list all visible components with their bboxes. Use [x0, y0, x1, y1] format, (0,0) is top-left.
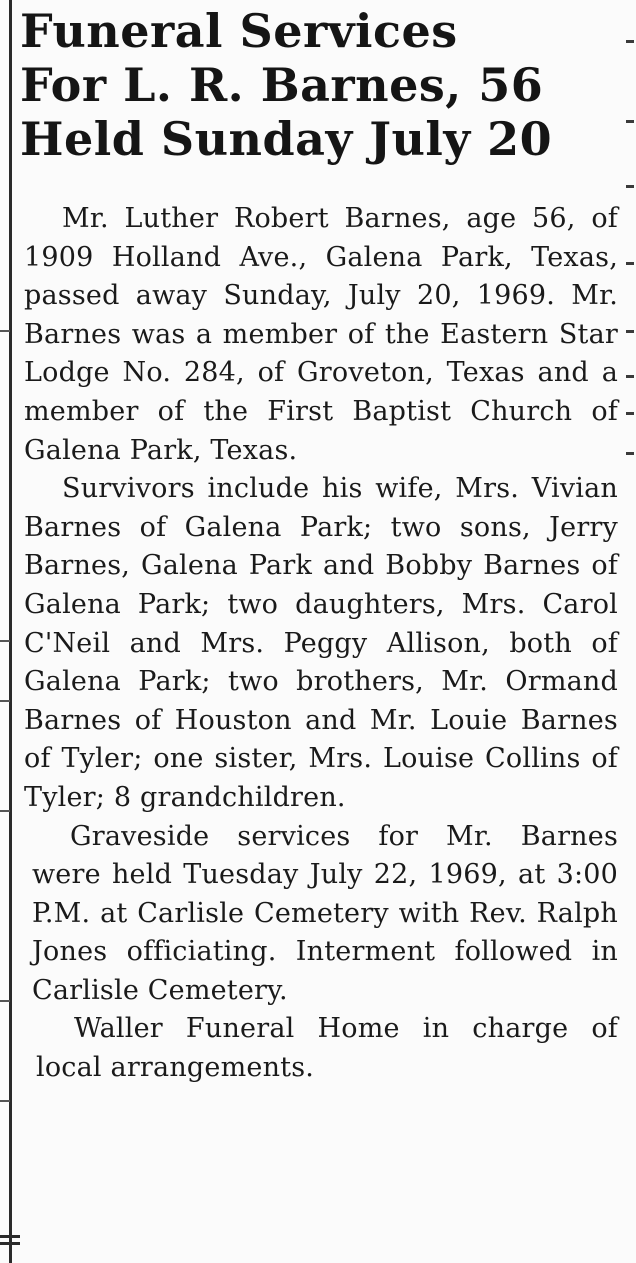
- paragraph-death-notice: Mr. Luther Robert Barnes, age 56, of 1909 Holland Ave., Galena Park, Texas, passed away Sunday, July 20, 1969. Mr. Barnes was a member of the Eastern Star Lodge No. 284, of Groveton, Texas and a member of the First Baptist Church of Galena Park, Texas.: [24, 203, 618, 466]
- headline: [20, 4, 620, 166]
- headline-line-2: For L. R. Barnes, 56: [20, 58, 544, 112]
- paragraph-funeral-home: Waller Funeral Home in charge of local arrangements.: [36, 1013, 618, 1084]
- paragraph-graveside-services: Graveside services for Mr. Barnes were held Tuesday July 22, 1969, at 3:00 P.M. at Carlisle Cemetery with Rev. Ralph Jones officiating. Interment followed in Carlisle Cemetery.: [32, 820, 618, 1006]
- obituary-body: [24, 200, 618, 1088]
- column-rule-bottom: [0, 1235, 20, 1249]
- adjacent-column-fragments: [622, 0, 636, 1263]
- headline-line-3: Held Sunday July 20: [20, 112, 553, 166]
- paragraph-survivors: Survivors include his wife, Mrs. Vivian Barnes of Galena Park; two sons, Jerry Barnes, Galena Park and Bobby Barnes of Galena Park; two daughters, Mrs. Carol C'Neil and Mrs. Peggy Allison, both of Galena Park; two brothers, Mr. Ormand Barnes of Houston and Mr. Louie Barnes of Tyler; one sister, Mrs. Louise Collins of Tyler; 8 grandchildren.: [24, 473, 618, 813]
- headline-line-1: Funeral Services: [20, 4, 458, 58]
- column-rule: [9, 0, 12, 1263]
